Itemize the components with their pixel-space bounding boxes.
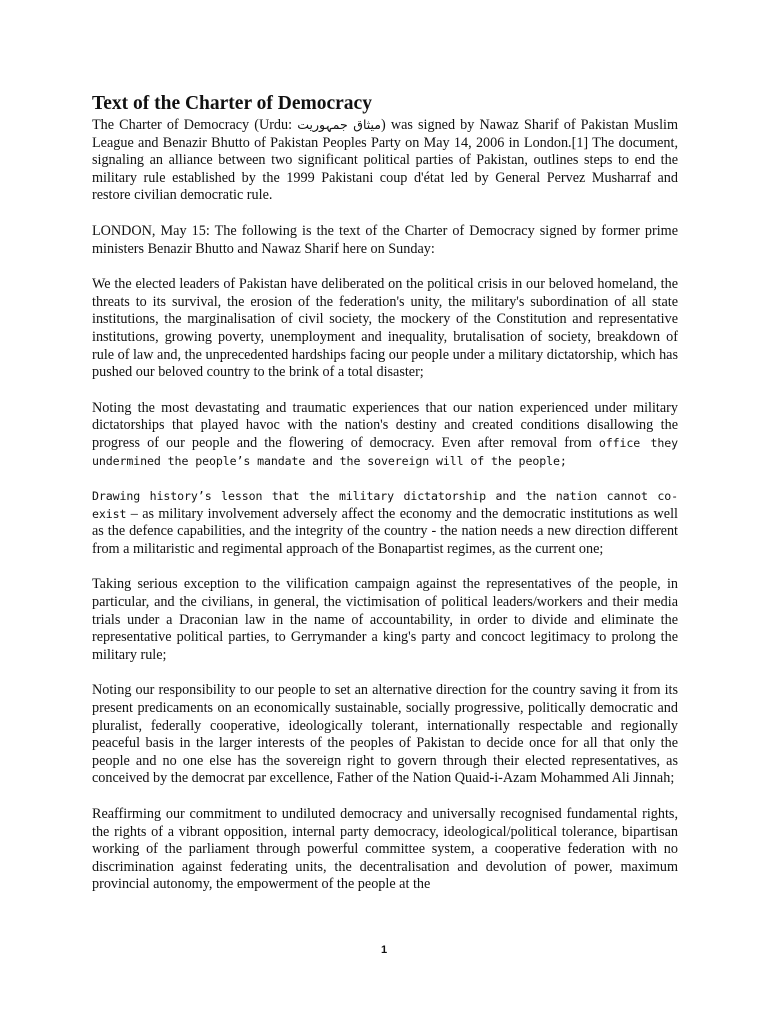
urdu-title: میثاق جمہوریت (297, 117, 381, 132)
drawing-mono-text: Drawing history’s lesson that the military dictatorship and the nation cannot co-exist (92, 489, 678, 521)
paragraph-noting-responsibility: Noting our responsibility to our people to set an alternative direction for the country saving it from its present predicaments on an economically sustainable, socially progressive, politically democratic and pluralist, federally cooperative, ideologically tolerant, internationally respectable and regionally peaceful basis in the larger interests of the peoples of Pakistan to decide once for all that only the people and no one else has the sovereign right to govern through their elected representatives, as conceived by the democrat par excellence, Father of the Nation Quaid-i-Azam Mohammed Ali Jinnah; (92, 682, 678, 787)
paragraph-taking-exception: Taking serious exception to the vilification campaign against the representatives of the people, in particular, and the civilians, in general, the victimisation of political leaders/workers and their media trials under a Draconian law in the name of accountability, in order to divide and eliminate the representative political parties, to Gerrymander a king's party and concoct legitimacy to prolong the military rule; (92, 576, 678, 663)
paragraph-london: LONDON, May 15: The following is the text of the Charter of Democracy signed by former prime ministers Benazir Bhutto and Nawaz Sharif here on Sunday: (92, 222, 678, 257)
paragraph-noting-devastating (92, 400, 678, 470)
paragraph-reaffirming: Reaffirming our commitment to undiluted democracy and universally recognised fundamental rights, the rights of a vibrant opposition, internal party democracy, ideological/political tolerance, bipartisan working of the parliament through powerful committee system, a cooperative federation with no discrimination against federating units, the decentralisation and devolution of power, maximum provincial autonomy, the empowerment of the people at the (92, 806, 678, 893)
paragraph-we-the-elected: We the elected leaders of Pakistan have deliberated on the political crisis in our beloved homeland, the threats to its survival, the erosion of the federation's unity, the military's subordination of all state institutions, the marginalisation of civil society, the mockery of the Constitution and representative institutions, growing poverty, unemployment and inequality, brutalisation of society, breakdown of rule of law and, the unprecedented hardships facing our people under a military dictatorship, which has pushed our beloved country to the brink of a total disaster; (92, 276, 678, 381)
document-body (92, 92, 678, 912)
drawing-serif-text: – as military involvement adversely affect the economy and the democratic institutions as well as the defence capabilities, and the integrity of the country - the nation needs a new direction different from a militaristic and regimental approach of the Bonapartist regimes, as the current one; (92, 505, 678, 557)
intro-paragraph (92, 116, 678, 205)
noting-serif-text: Noting the most devastating and traumatic experiences that our nation experienced under military dictatorships that played havoc with the nation's destiny and created conditions disallowing the progress of our people and the flowering of democracy. Even after removal from (92, 399, 678, 451)
intro-text-rest: ) was signed by Nawaz Sharif of Pakistan Muslim League and Benazir Bhutto of Pakistan Peoples Party on May 14, 2006 in London.[1] The document, signaling an alliance between two significant political parties of Pakistan, outlines steps to end the military rule established by the 1999 Pakistani coup d'état led by General Pervez Musharraf and restore civilian democratic rule. (92, 117, 679, 204)
intro-text-start: The Charter of Democracy (Urdu: (92, 117, 298, 133)
document-title: Text of the Charter of Democracy (92, 93, 372, 114)
noting-mono-text: office they undermined the people’s mandate and the sovereign will of the people; (92, 435, 678, 468)
paragraph-drawing-history (92, 488, 678, 558)
page-number: 1 (380, 944, 388, 956)
